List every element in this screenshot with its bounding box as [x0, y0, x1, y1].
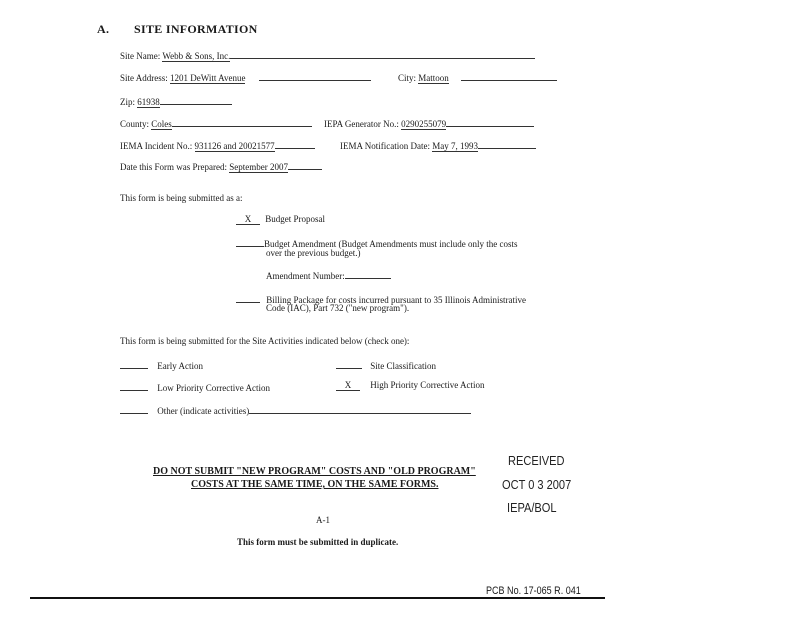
site-name-label: Site Name: — [120, 51, 161, 61]
section-letter: A. — [97, 22, 110, 36]
budget-amendment-label-2: over the previous budget.) — [266, 248, 361, 258]
date-prepared-line — [288, 159, 322, 170]
activities-prompt: This form is being submitted for the Site Activities indicated below (check one): — [120, 336, 410, 346]
zip-line — [160, 94, 232, 105]
low-priority-label: Low Priority Corrective Action — [157, 383, 270, 393]
received-stamp-date: OCT 0 3 2007 — [502, 477, 572, 492]
budget-proposal-row — [236, 214, 325, 225]
warning-line-1: DO NOT SUBMIT "NEW PROGRAM" COSTS AND "OLD PROGRAM" — [153, 466, 476, 477]
received-stamp-line-3: IEPA/BOL — [507, 500, 557, 515]
received-stamp-line-1: RECEIVED — [508, 453, 565, 468]
other-activities-line — [249, 403, 471, 414]
other-activities-label: Other (indicate activities) — [157, 406, 250, 416]
footer-reference: PCB No. 17-065 R. 041 — [486, 585, 581, 597]
zip-label: Zip: — [120, 97, 135, 107]
site-address-value: 1201 DeWitt Avenue — [170, 73, 246, 83]
county-line — [172, 116, 312, 127]
warning-line-2: COSTS AT THE SAME TIME, ON THE SAME FORMS. — [191, 479, 439, 490]
budget-proposal-label: Budget Proposal — [265, 214, 325, 224]
high-priority-row — [336, 380, 484, 391]
section-title: SITE INFORMATION — [134, 22, 258, 36]
iepa-generator-row — [324, 116, 534, 129]
iema-incident-label: IEMA Incident No.: — [120, 141, 193, 151]
amendment-number-row — [266, 268, 391, 281]
site-name-value: Webb & Sons, Inc. — [162, 51, 231, 61]
iema-incident-line — [275, 138, 315, 149]
site-address-row — [120, 70, 371, 83]
site-classification-label: Site Classification — [370, 361, 436, 371]
amendment-number-label: Amendment Number: — [266, 271, 345, 281]
high-priority-label: High Priority Corrective Action — [370, 380, 485, 390]
site-classification-row — [336, 358, 436, 371]
duplicate-note: This form must be submitted in duplicate. — [237, 537, 399, 547]
site-address-label: Site Address: — [120, 73, 168, 83]
city-value: Mattoon — [418, 73, 449, 83]
iema-notification-label: IEMA Notification Date: — [340, 141, 430, 151]
billing-package-label: Billing Package for costs incurred pursuant to 35 Illinois Administrative — [266, 295, 526, 305]
iepa-generator-line — [446, 116, 534, 127]
billing-package-checkbox — [236, 292, 260, 303]
early-action-label: Early Action — [157, 361, 203, 371]
date-prepared-label: Date this Form was Prepared: — [120, 162, 227, 172]
date-prepared-row — [120, 159, 322, 172]
low-priority-row — [120, 380, 270, 393]
other-activities-row — [120, 403, 471, 416]
high-priority-mark: X — [336, 380, 360, 391]
iema-incident-value: 931126 and 20021577 — [194, 141, 275, 151]
budget-amendment-label: Budget Amendment (Budget Amendments must include only the costs — [264, 239, 518, 249]
early-action-checkbox — [120, 358, 148, 369]
date-prepared-value: September 2007 — [229, 162, 288, 172]
page-label: A-1 — [316, 515, 330, 525]
submission-prompt: This form is being submitted as a: — [120, 193, 243, 203]
iema-notification-value: May 7, 1993 — [432, 141, 478, 151]
iepa-generator-value: 0290255079 — [401, 119, 447, 129]
county-label: County: — [120, 119, 150, 129]
iema-incident-row — [120, 138, 315, 151]
site-classification-checkbox — [336, 358, 362, 369]
site-name-row — [120, 48, 535, 61]
amendment-number-line — [345, 268, 391, 279]
zip-row — [120, 94, 232, 107]
iema-notification-line — [478, 138, 536, 149]
city-row — [398, 70, 557, 83]
iepa-generator-label: IEPA Generator No.: — [324, 119, 399, 129]
other-activities-checkbox — [120, 403, 148, 414]
low-priority-checkbox — [120, 380, 148, 391]
zip-value: 61938 — [137, 97, 160, 107]
early-action-row — [120, 358, 203, 371]
billing-package-label-2: Code (IAC), Part 732 ("new program"). — [266, 303, 410, 313]
iema-notification-row — [340, 138, 536, 151]
city-line — [461, 70, 557, 81]
budget-amendment-checkbox — [236, 236, 264, 247]
site-address-line — [259, 70, 371, 81]
county-row — [120, 116, 312, 129]
city-label: City: — [398, 73, 417, 83]
county-value: Coles — [151, 119, 172, 129]
budget-proposal-mark: X — [236, 214, 260, 225]
site-name-line — [230, 48, 535, 59]
